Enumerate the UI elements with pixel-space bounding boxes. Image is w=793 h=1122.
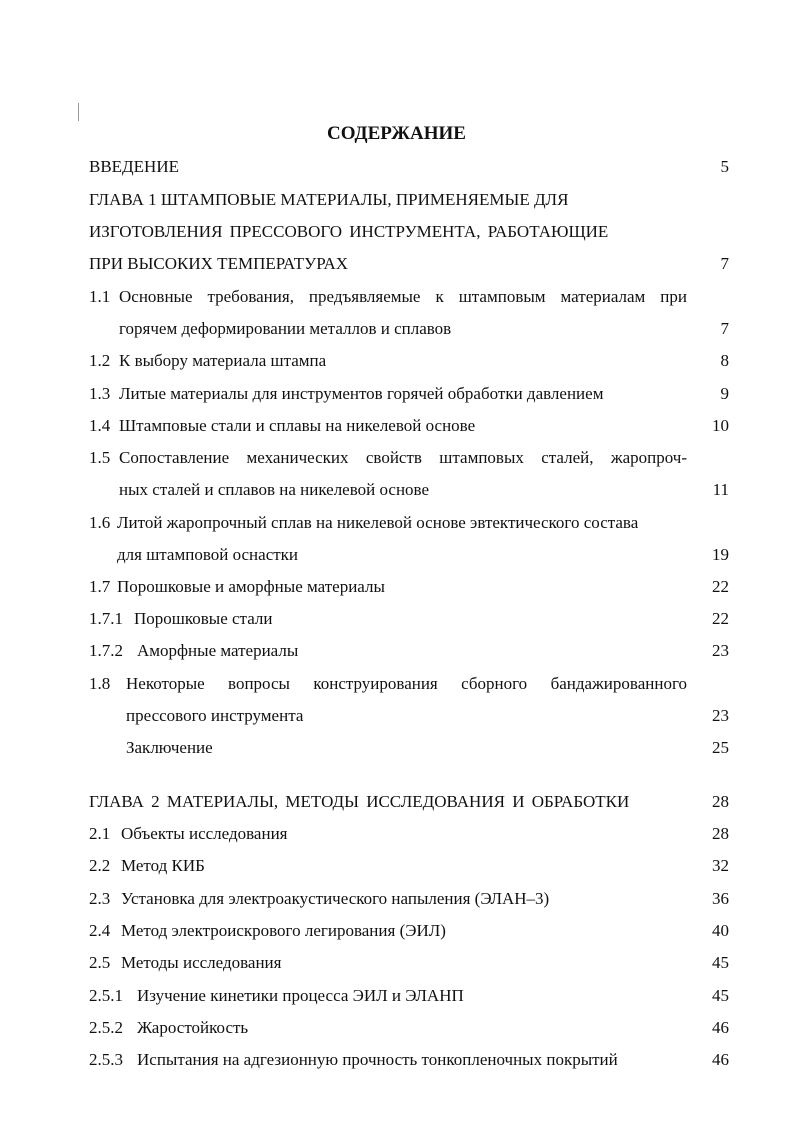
toc-entry-text: Литые материалы для инструментов горячей обработки давлением xyxy=(119,384,604,403)
toc-entry-text: Метод КИБ xyxy=(121,856,205,875)
toc-section-number: 2.5.2 xyxy=(89,1018,123,1037)
toc-entry-text: Испытания на адгезионную прочность тонкопленочных покрытий xyxy=(137,1050,618,1069)
toc-page-number: 5 xyxy=(720,157,729,176)
toc-entry-text: ГЛАВА 1 ШТАМПОВЫЕ МАТЕРИАЛЫ, ПРИМЕНЯЕМЫЕ ДЛЯ xyxy=(89,190,569,209)
toc-section-number: 1.7.1 xyxy=(89,609,123,628)
toc-section-number: 1.1 xyxy=(89,287,111,306)
toc-page-number: 9 xyxy=(720,384,729,403)
toc-section-number: 1.5 xyxy=(89,448,111,467)
toc-page-number: 10 xyxy=(712,416,729,435)
toc-page-number: 45 xyxy=(712,953,729,972)
toc-page-number: 19 xyxy=(712,545,729,564)
toc-entry-text: Порошковые и аморфные материалы xyxy=(117,577,385,596)
toc-page-number: 46 xyxy=(712,1018,729,1037)
toc-entry-text: Основные требования, предъявляемые к штамповым материалам при xyxy=(119,287,687,306)
toc-entry-text: К выбору материала штампа xyxy=(119,351,327,370)
toc-page-number: 28 xyxy=(712,792,729,811)
toc-page-number: 7 xyxy=(720,319,729,338)
toc-page-number: 8 xyxy=(720,351,729,370)
toc-entry-text: ных сталей и сплавов на никелевой основе xyxy=(119,480,430,499)
toc-entry-text: Аморфные материалы xyxy=(137,641,299,660)
toc-entry-text: горячем деформировании металлов и сплавов xyxy=(119,319,452,338)
toc-page-number: 25 xyxy=(712,738,729,757)
toc-entry-text: Сопоставление механических свойств штамповых сталей, жаропроч- xyxy=(119,448,687,467)
toc-section-number: 1.6 xyxy=(89,513,111,532)
toc-section-number: 2.5.1 xyxy=(89,986,123,1005)
toc-page-number: 23 xyxy=(712,641,729,660)
toc-page-number: 22 xyxy=(712,577,729,596)
toc-section-number: 2.5 xyxy=(89,953,111,972)
toc-section-number: 1.3 xyxy=(89,384,111,403)
toc-page-number: 45 xyxy=(712,986,729,1005)
toc-page-number: 32 xyxy=(712,856,729,875)
toc-section-number: 2.3 xyxy=(89,889,111,908)
toc-page-number: 40 xyxy=(712,921,729,940)
scan-mark xyxy=(78,103,79,121)
toc-page-number: 23 xyxy=(712,706,729,725)
toc-entry-text: Заключение xyxy=(126,738,213,757)
toc-entry-text: ИЗГОТОВЛЕНИЯ ПРЕССОВОГО ИНСТРУМЕНТА, РАБОТАЮЩИЕ xyxy=(89,222,609,241)
toc-entry-text: ПРИ ВЫСОКИХ ТЕМПЕРАТУРАХ xyxy=(89,254,349,273)
toc-section-number: 2.2 xyxy=(89,856,111,875)
toc-entry-text: Изучение кинетики процесса ЭИЛ и ЭЛАНП xyxy=(137,986,464,1005)
toc-page-number: 7 xyxy=(720,254,729,273)
toc-section-number: 1.8 xyxy=(89,674,111,693)
toc-entry-text: Установка для электроакустического напыления (ЭЛАН–3) xyxy=(121,889,550,908)
toc-entry-text: ВВЕДЕНИЕ xyxy=(89,157,179,176)
toc-entry-text: Литой жаропрочный сплав на никелевой основе эвтектического состава xyxy=(117,513,639,532)
toc-section-number: 2.1 xyxy=(89,824,111,843)
toc-entry-text: для штамповой оснастки xyxy=(117,545,299,564)
toc-entry-text: прессового инструмента xyxy=(126,706,304,725)
toc-entry-text: Методы исследования xyxy=(121,953,282,972)
toc-section-number: 1.2 xyxy=(89,351,111,370)
toc-section-number: 2.5.3 xyxy=(89,1050,123,1069)
toc-entry-text: ГЛАВА 2 МАТЕРИАЛЫ, МЕТОДЫ ИССЛЕДОВАНИЯ И ОБРАБОТКИ xyxy=(89,792,630,811)
toc-section-number: 1.7 xyxy=(89,577,111,596)
toc-entry-text: Штамповые стали и сплавы на никелевой основе xyxy=(119,416,476,435)
toc-entry-text: Некоторые вопросы конструирования сборного бандажированного xyxy=(126,674,687,693)
toc-section-number: 1.7.2 xyxy=(89,641,123,660)
toc-section-number: 2.4 xyxy=(89,921,111,940)
toc-entry-text: Жаростойкость xyxy=(137,1018,249,1037)
toc-page-number: 46 xyxy=(712,1050,729,1069)
toc-page-number: 11 xyxy=(712,480,729,499)
toc-entry-text: Метод электроискрового легирования (ЭИЛ) xyxy=(121,921,446,940)
toc-entry-text: Объекты исследования xyxy=(121,824,288,843)
toc-page-number: 28 xyxy=(712,824,729,843)
toc-page-number: 36 xyxy=(712,889,729,908)
toc-section-number: 1.4 xyxy=(89,416,111,435)
page-title: СОДЕРЖАНИЕ xyxy=(327,123,466,144)
toc-entry-text: Порошковые стали xyxy=(134,609,273,628)
toc-page-number: 22 xyxy=(712,609,729,628)
